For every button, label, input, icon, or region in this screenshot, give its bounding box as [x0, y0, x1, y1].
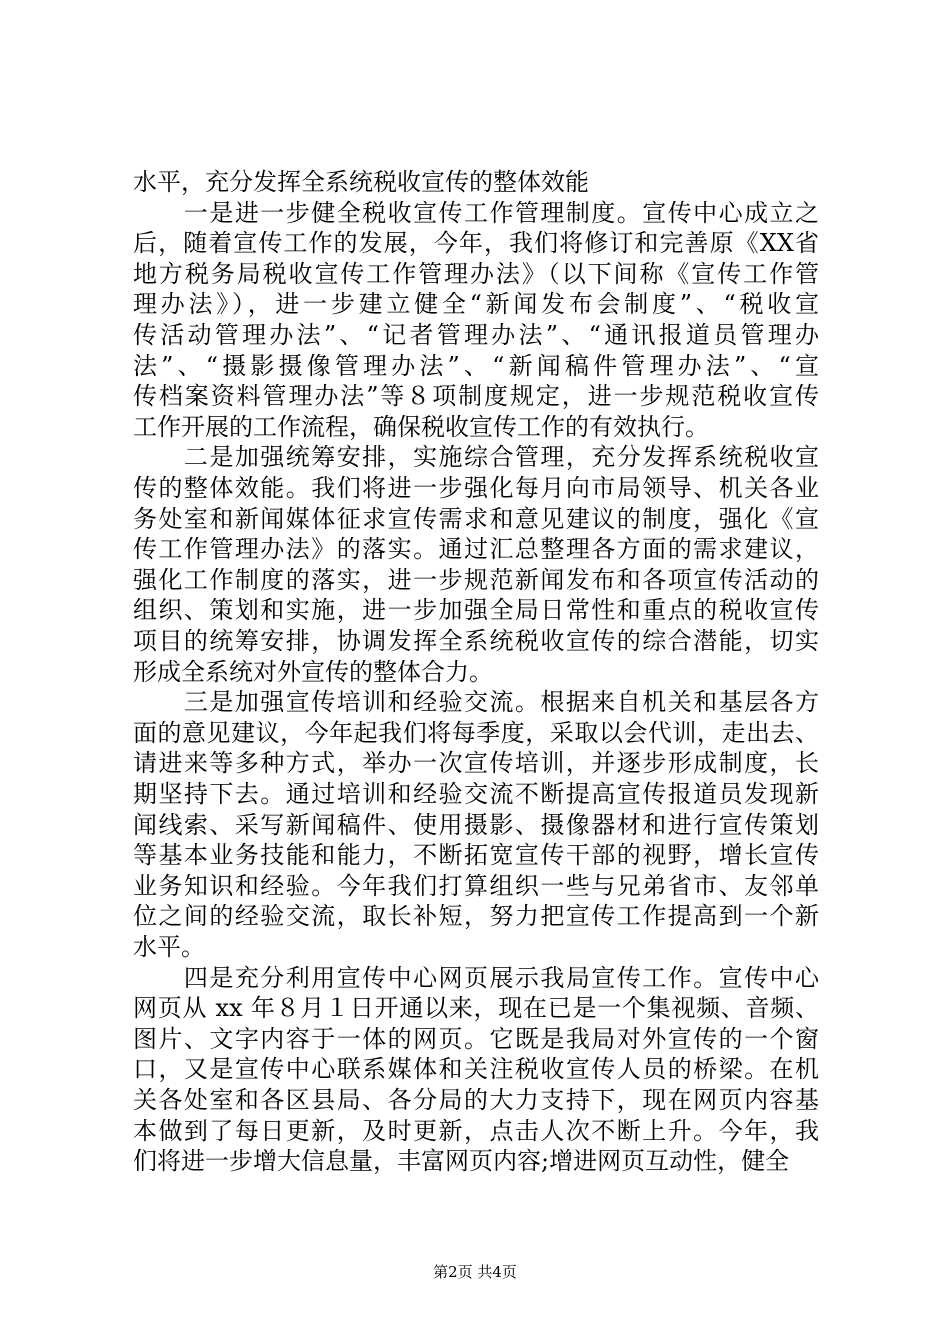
text-line: 传活动管理办法”、“记者管理办法”、“通讯报道员管理办 — [133, 321, 819, 349]
page-footer: 第2页 共4页 — [433, 1263, 517, 1281]
text-line: 法”、“摄影摄像管理办法”、“新闻稿件管理办法”、“宣 — [133, 352, 819, 380]
text-line: 图片、文字内容于一体的网页。它既是我局对外宣传的一个窗 — [133, 1025, 819, 1053]
text-line: 们将进一步增大信息量，丰富网页内容;增进网页互动性，健全 — [133, 1147, 790, 1175]
text-line: 网页从 xx 年８月１日开通以来，现在已是一个集视频、音频、 — [133, 994, 819, 1022]
text-line: 理办法》），进一步建立健全“新闻发布会制度”、“税收宣 — [133, 290, 819, 318]
text-line: 传档案资料管理办法”等８项制度规定，进一步规范税收宣传 — [133, 382, 819, 410]
text-line: 期坚持下去。通过培训和经验交流不断提高宣传报道员发现新 — [133, 780, 819, 808]
text-line: 请进来等多种方式，举办一次宣传培训，并逐步形成制度，长 — [133, 749, 819, 777]
text-line: 强化工作制度的落实，进一步规范新闻发布和各项宣传活动的 — [133, 566, 819, 594]
text-line: 四是充分利用宣传中心网页展示我局宣传工作。宣传中心 — [133, 964, 819, 992]
text-line: 三是加强宣传培训和经验交流。根据来自机关和基层各方 — [133, 688, 819, 716]
text-line: 面的意见建议，今年起我们将每季度，采取以会代训，走出去、 — [133, 719, 819, 747]
text-line: 地方税务局税收宣传工作管理办法》（以下间称《宣传工作管 — [133, 260, 819, 288]
text-line: 项目的统筹安排，协调发挥全系统税收宣传的综合潜能，切实 — [133, 627, 819, 655]
text-line: 传的整体效能。我们将进一步强化每月向市局领导、机关各业 — [133, 474, 819, 502]
text-line: 等基本业务技能和能力，不断拓宽宣传干部的视野，增长宣传 — [133, 841, 819, 869]
text-line: 组织、策划和实施，进一步加强全局日常性和重点的税收宣传 — [133, 596, 819, 624]
text-line: 工作开展的工作流程，确保税收宣传工作的有效执行。 — [133, 413, 709, 441]
text-line: 一是进一步健全税收宣传工作管理制度。宣传中心成立之 — [133, 199, 819, 227]
text-line: 业务知识和经验。今年我们打算组织一些与兄弟省市、友邻单 — [133, 872, 819, 900]
text-line: 本做到了每日更新，及时更新，点击人次不断上升。今年，我 — [133, 1117, 819, 1145]
text-line: 传工作管理办法》的落实。通过汇总整理各方面的需求建议， — [133, 535, 819, 563]
text-line: 水平，充分发挥全系统税收宣传的整体效能 — [133, 168, 589, 196]
text-line: 口，又是宣传中心联系媒体和关注税收宣传人员的桥梁。在机 — [133, 1055, 819, 1083]
text-line: 后，随着宣传工作的发展，今年，我们将修订和完善原《XX省 — [133, 229, 819, 257]
text-line: 二是加强统筹安排，实施综合管理，充分发挥系统税收宣 — [133, 443, 819, 471]
text-line: 位之间的经验交流，取长补短，努力把宣传工作提高到一个新 — [133, 902, 819, 930]
text-line: 形成全系统对外宣传的整体合力。 — [133, 658, 493, 686]
text-line: 关各处室和各区县局、各分局的大力支持下，现在网页内容基 — [133, 1086, 819, 1114]
text-line: 务处室和新闻媒体征求宣传需求和意见建议的制度，强化《宣 — [133, 505, 819, 533]
text-line: 水平。 — [133, 933, 205, 961]
text-line: 闻线索、采写新闻稿件、使用摄影、摄像器材和进行宣传策划 — [133, 811, 819, 839]
